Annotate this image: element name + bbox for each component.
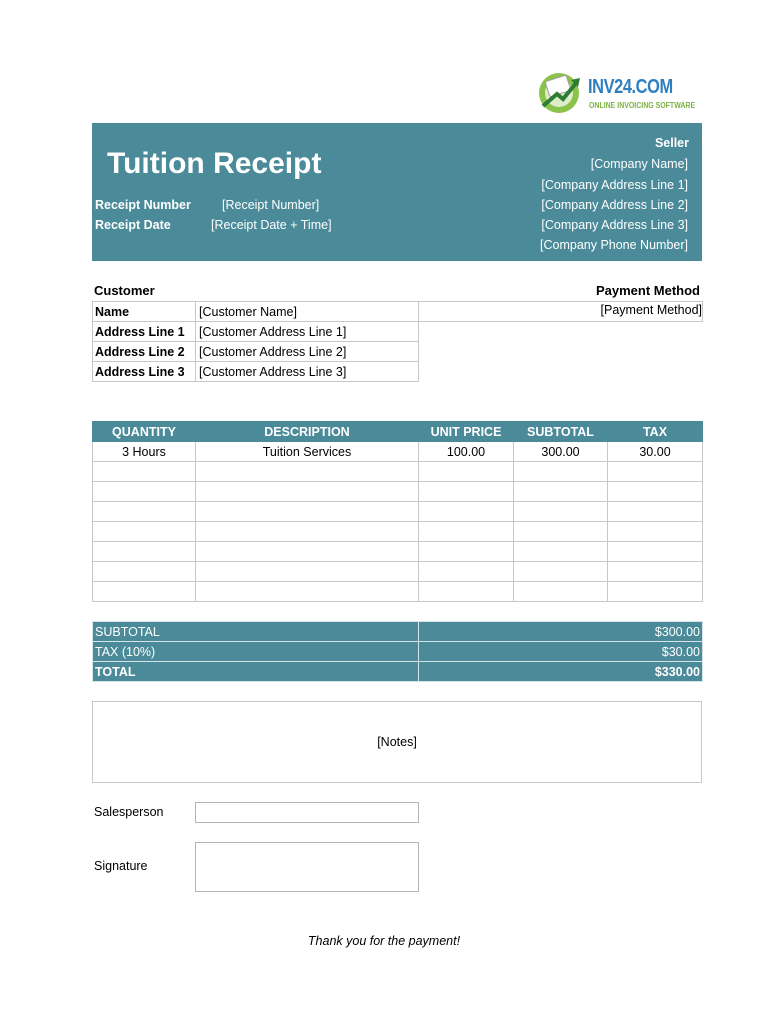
customer-table xyxy=(92,301,419,382)
cell-tax[interactable]: 30.00 xyxy=(608,442,703,462)
cell-unit-price[interactable] xyxy=(419,482,514,502)
cell-description[interactable] xyxy=(196,482,419,502)
items-table xyxy=(92,421,703,602)
customer-key: Address Line 3 xyxy=(93,362,196,382)
seller-phone: [Company Phone Number] xyxy=(540,238,688,252)
customer-row xyxy=(93,322,419,342)
customer-key: Address Line 1 xyxy=(93,322,196,342)
logo-name: INV24.COM xyxy=(588,76,673,98)
seller-address-1: [Company Address Line 1] xyxy=(541,178,688,192)
items-header-row xyxy=(93,422,703,442)
tax-label: TAX (10%) xyxy=(93,642,419,662)
cell-subtotal[interactable] xyxy=(514,542,608,562)
signature-label: Signature xyxy=(94,859,148,873)
totals-table xyxy=(92,621,703,682)
customer-key: Name xyxy=(93,302,196,322)
table-row xyxy=(93,582,703,602)
thank-you-message: Thank you for the payment! xyxy=(307,934,461,948)
table-row xyxy=(93,482,703,502)
cell-subtotal[interactable]: 300.00 xyxy=(514,442,608,462)
payment-method-field[interactable]: [Payment Method] xyxy=(418,301,703,322)
cell-tax[interactable] xyxy=(608,502,703,522)
customer-key: Address Line 2 xyxy=(93,342,196,362)
customer-address-2-field[interactable]: [Customer Address Line 2] xyxy=(196,342,419,362)
column-header-unit-price: UNIT PRICE xyxy=(419,422,514,442)
total-row xyxy=(93,662,703,682)
customer-address-3-field[interactable]: [Customer Address Line 3] xyxy=(196,362,419,382)
cell-description[interactable] xyxy=(196,562,419,582)
salesperson-label: Salesperson xyxy=(94,805,164,819)
customer-name-field[interactable]: [Customer Name] xyxy=(196,302,419,322)
logo-tagline: ONLINE INVOICING SOFTWARE xyxy=(589,100,696,110)
table-row xyxy=(93,462,703,482)
seller-label: Seller xyxy=(654,136,689,150)
table-row xyxy=(93,562,703,582)
cell-subtotal[interactable] xyxy=(514,562,608,582)
receipt-date-value: [Receipt Date + Time] xyxy=(211,218,332,232)
total-label: TOTAL xyxy=(93,662,419,682)
cell-description[interactable]: Tuition Services xyxy=(196,442,419,462)
cell-unit-price[interactable] xyxy=(419,502,514,522)
cell-unit-price[interactable] xyxy=(419,462,514,482)
cell-tax[interactable] xyxy=(608,542,703,562)
cell-description[interactable] xyxy=(196,462,419,482)
cell-tax[interactable] xyxy=(608,522,703,542)
customer-row xyxy=(93,362,419,382)
table-row xyxy=(93,522,703,542)
cell-description[interactable] xyxy=(196,522,419,542)
cell-subtotal[interactable] xyxy=(514,522,608,542)
cell-tax[interactable] xyxy=(608,462,703,482)
cell-subtotal[interactable] xyxy=(514,482,608,502)
cell-quantity[interactable] xyxy=(93,582,196,602)
cell-tax[interactable] xyxy=(608,482,703,502)
table-row xyxy=(93,542,703,562)
cell-unit-price[interactable]: 100.00 xyxy=(419,442,514,462)
tax-row xyxy=(93,642,703,662)
cell-description[interactable] xyxy=(196,542,419,562)
table-row xyxy=(93,442,703,462)
cell-quantity[interactable]: 3 Hours xyxy=(93,442,196,462)
cell-unit-price[interactable] xyxy=(419,582,514,602)
page-title: Tuition Receipt xyxy=(107,147,322,180)
logo-icon xyxy=(535,68,587,116)
subtotal-row xyxy=(93,622,703,642)
seller-address-3: [Company Address Line 3] xyxy=(541,218,688,232)
total-value: $330.00 xyxy=(419,662,703,682)
column-header-quantity: QUANTITY xyxy=(93,422,196,442)
seller-company-name: [Company Name] xyxy=(590,157,688,171)
cell-subtotal[interactable] xyxy=(514,502,608,522)
cell-quantity[interactable] xyxy=(93,562,196,582)
subtotal-label: SUBTOTAL xyxy=(93,622,419,642)
payment-method-label: Payment Method xyxy=(595,283,700,298)
customer-row xyxy=(93,302,419,322)
cell-unit-price[interactable] xyxy=(419,522,514,542)
cell-unit-price[interactable] xyxy=(419,562,514,582)
seller-address-2: [Company Address Line 2] xyxy=(541,198,688,212)
tax-value: $30.00 xyxy=(419,642,703,662)
salesperson-field[interactable] xyxy=(195,802,419,823)
cell-subtotal[interactable] xyxy=(514,462,608,482)
signature-field[interactable] xyxy=(195,842,419,892)
customer-row xyxy=(93,342,419,362)
receipt-number-value: [Receipt Number] xyxy=(222,198,320,212)
cell-quantity[interactable] xyxy=(93,522,196,542)
cell-description[interactable] xyxy=(196,502,419,522)
cell-description[interactable] xyxy=(196,582,419,602)
receipt-date-label: Receipt Date xyxy=(95,218,171,232)
cell-tax[interactable] xyxy=(608,562,703,582)
notes-text: [Notes] xyxy=(377,735,417,749)
cell-unit-price[interactable] xyxy=(419,542,514,562)
cell-quantity[interactable] xyxy=(93,482,196,502)
notes-box[interactable] xyxy=(92,701,702,783)
column-header-tax: TAX xyxy=(608,422,703,442)
column-header-subtotal: SUBTOTAL xyxy=(514,422,608,442)
customer-label: Customer xyxy=(94,283,155,298)
cell-quantity[interactable] xyxy=(93,462,196,482)
receipt-number-label: Receipt Number xyxy=(95,198,191,212)
column-header-description: DESCRIPTION xyxy=(196,422,419,442)
cell-quantity[interactable] xyxy=(93,542,196,562)
customer-address-1-field[interactable]: [Customer Address Line 1] xyxy=(196,322,419,342)
cell-subtotal[interactable] xyxy=(514,582,608,602)
subtotal-value: $300.00 xyxy=(419,622,703,642)
cell-quantity[interactable] xyxy=(93,502,196,522)
cell-tax[interactable] xyxy=(608,582,703,602)
table-row xyxy=(93,502,703,522)
